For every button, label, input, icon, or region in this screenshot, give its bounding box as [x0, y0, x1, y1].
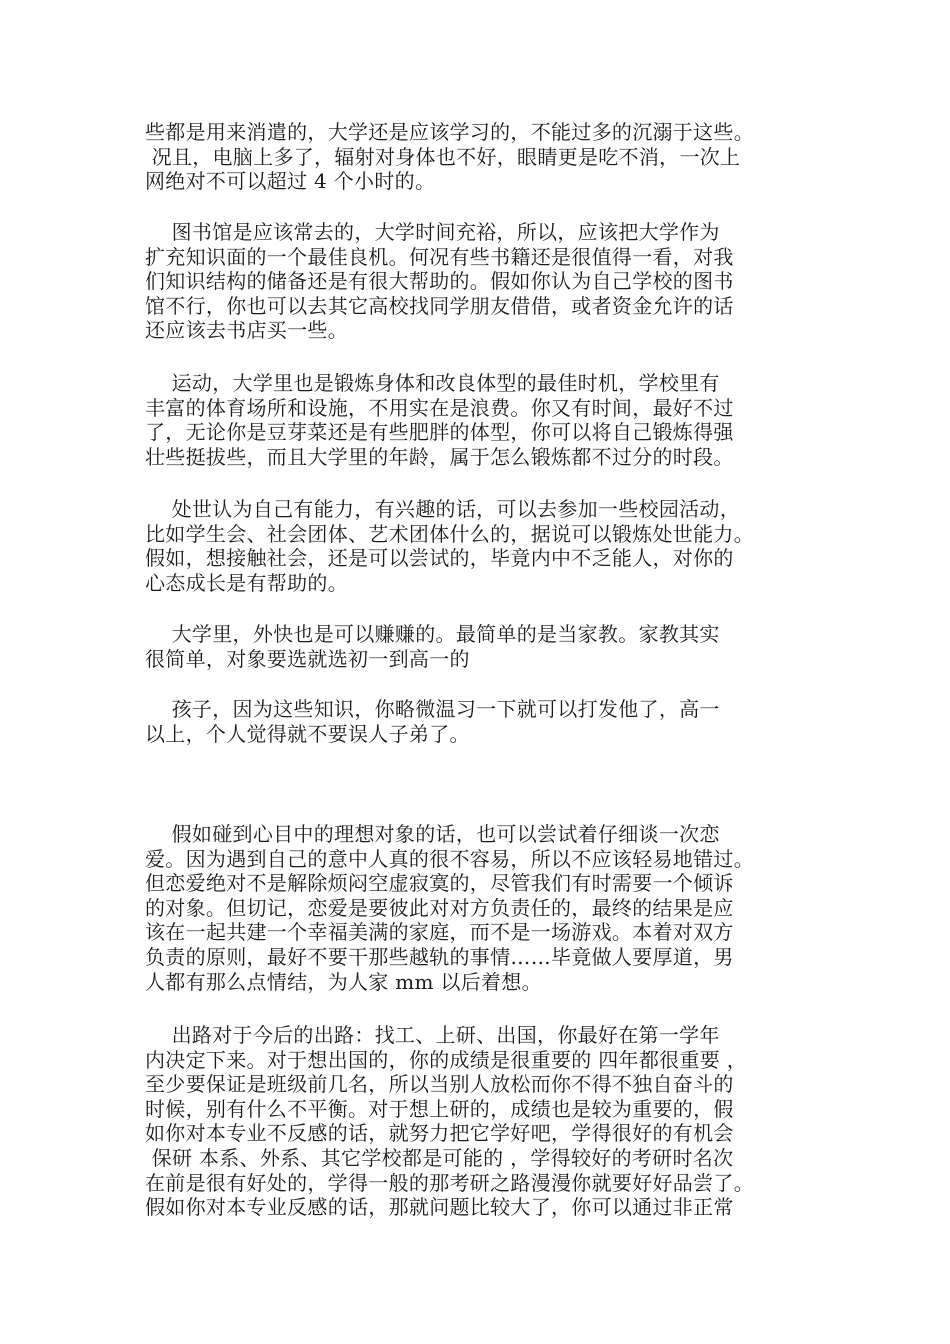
text-line: 负责的原则，最好不要干那些越轨的事情……毕竟做人要厚道，男 [145, 944, 734, 969]
text-line: 的对象。但切记，恋爱是要彼此对对方负责任的，最终的结果是应 [145, 895, 734, 920]
text-line: 至少要保证是班级前几名，所以当别人放松而你不得不独自奋斗的 [145, 1072, 734, 1097]
text-line: 孩子，因为这些知识，你略微温习一下就可以打发他了，高一 [145, 697, 720, 721]
text-line: 壮些挺拔些，而且大学里的年龄，属于怎么锻炼都不过分的时段。 [145, 444, 734, 469]
text-line: 图书馆是应该常去的，大学时间充裕，所以，应该把大学作为 [145, 220, 720, 244]
paragraph-library [145, 220, 815, 343]
text-line: 况且，电脑上多了，辐射对身体也不好，眼睛更是吃不消，一次上 [145, 144, 741, 169]
text-line: 网绝对不可以超过 4 个小时的。 [145, 169, 436, 194]
paragraph-tutoring-cont [145, 697, 815, 746]
text-line: 运动，大学里也是锻炼身体和改良体型的最佳时机，学校里有 [145, 371, 720, 395]
text-line: 了，无论你是豆芽菜还是有些肥胖的体型，你可以将自己锻炼得强 [145, 420, 734, 445]
text-line: 以上，个人觉得就不要误人子弟了。 [145, 721, 470, 746]
text-line: 假如，想接触社会，还是可以尝试的，毕竟内中不乏能人，对你的 [145, 546, 734, 571]
paragraph-entertainment [145, 120, 815, 194]
text-line: 心态成长是有帮助的。 [145, 570, 348, 595]
text-line: 时候，别有什么不平衡。对于想上研的，成绩也是较为重要的，假 [145, 1096, 734, 1121]
paragraph-exercise [145, 371, 815, 469]
text-line: 很简单，对象要选就选初一到高一的 [145, 646, 470, 671]
text-line: 馆不行，你也可以去其它高校找同学朋友借借，或者资金允许的话 [145, 293, 734, 318]
text-line: 该在一起共建一个幸福美满的家庭，而不是一场游戏。本着对双方 [145, 920, 734, 945]
text-line: 扩充知识面的一个最佳良机。何况有些书籍还是很值得一看，对我 [145, 244, 734, 269]
text-line: 但恋爱绝对不是解除烦闷空虚寂寞的，尽管我们有时需要一个倾诉 [145, 871, 734, 896]
paragraph-career [145, 1023, 815, 1220]
paragraph-romance [145, 822, 815, 994]
text-line: 大学里，外快也是可以赚赚的。最简单的是当家教。家教其实 [145, 622, 720, 646]
text-line: 在前是很有好处的，学得一般的那考研之路漫漫你就要好好品尝了。 [145, 1170, 754, 1195]
paragraph-activities [145, 497, 815, 595]
text-line: 还应该去书店买一些。 [145, 318, 348, 343]
text-line: 如你对本专业不反感的话，就努力把它学好吧，学得很好的有机会 [145, 1121, 734, 1146]
text-line: 假如碰到心目中的理想对象的话，也可以尝试着仔细谈一次恋 [145, 822, 720, 846]
text-line: 内决定下来。对于想出国的，你的成绩是很重要的 四年都很重要 ， [145, 1047, 748, 1072]
text-line: 们知识结构的储备还是有很大帮助的。假如你认为自己学校的图书 [145, 269, 734, 294]
text-line: 比如学生会、社会团体、艺术团体什么的，据说可以锻炼处世能力。 [145, 521, 754, 546]
text-line: 爱。因为遇到自己的意中人真的很不容易，所以不应该轻易地错过。 [145, 846, 754, 871]
text-line: 处世认为自己有能力，有兴趣的话，可以去参加一些校园活动， [145, 497, 741, 521]
text-line: 些都是用来消遣的，大学还是应该学习的，不能过多的沉溺于这些。 [145, 120, 754, 144]
text-line: 出路对于今后的出路：找工、上研、出国，你最好在第一学年 [145, 1023, 720, 1047]
paragraph-tutoring [145, 622, 815, 671]
text-line: 丰富的体育场所和设施，不用实在是浪费。你又有时间，最好不过 [145, 395, 734, 420]
text-line: 人都有那么点情结，为人家 mm 以后着想。 [145, 969, 542, 994]
text-line: 假如你对本专业反感的话，那就问题比较大了，你可以通过非正常 [145, 1195, 734, 1220]
text-line: 保研 本系、外系、其它学校都是可能的 ，学得较好的考研时名次 [145, 1145, 734, 1170]
